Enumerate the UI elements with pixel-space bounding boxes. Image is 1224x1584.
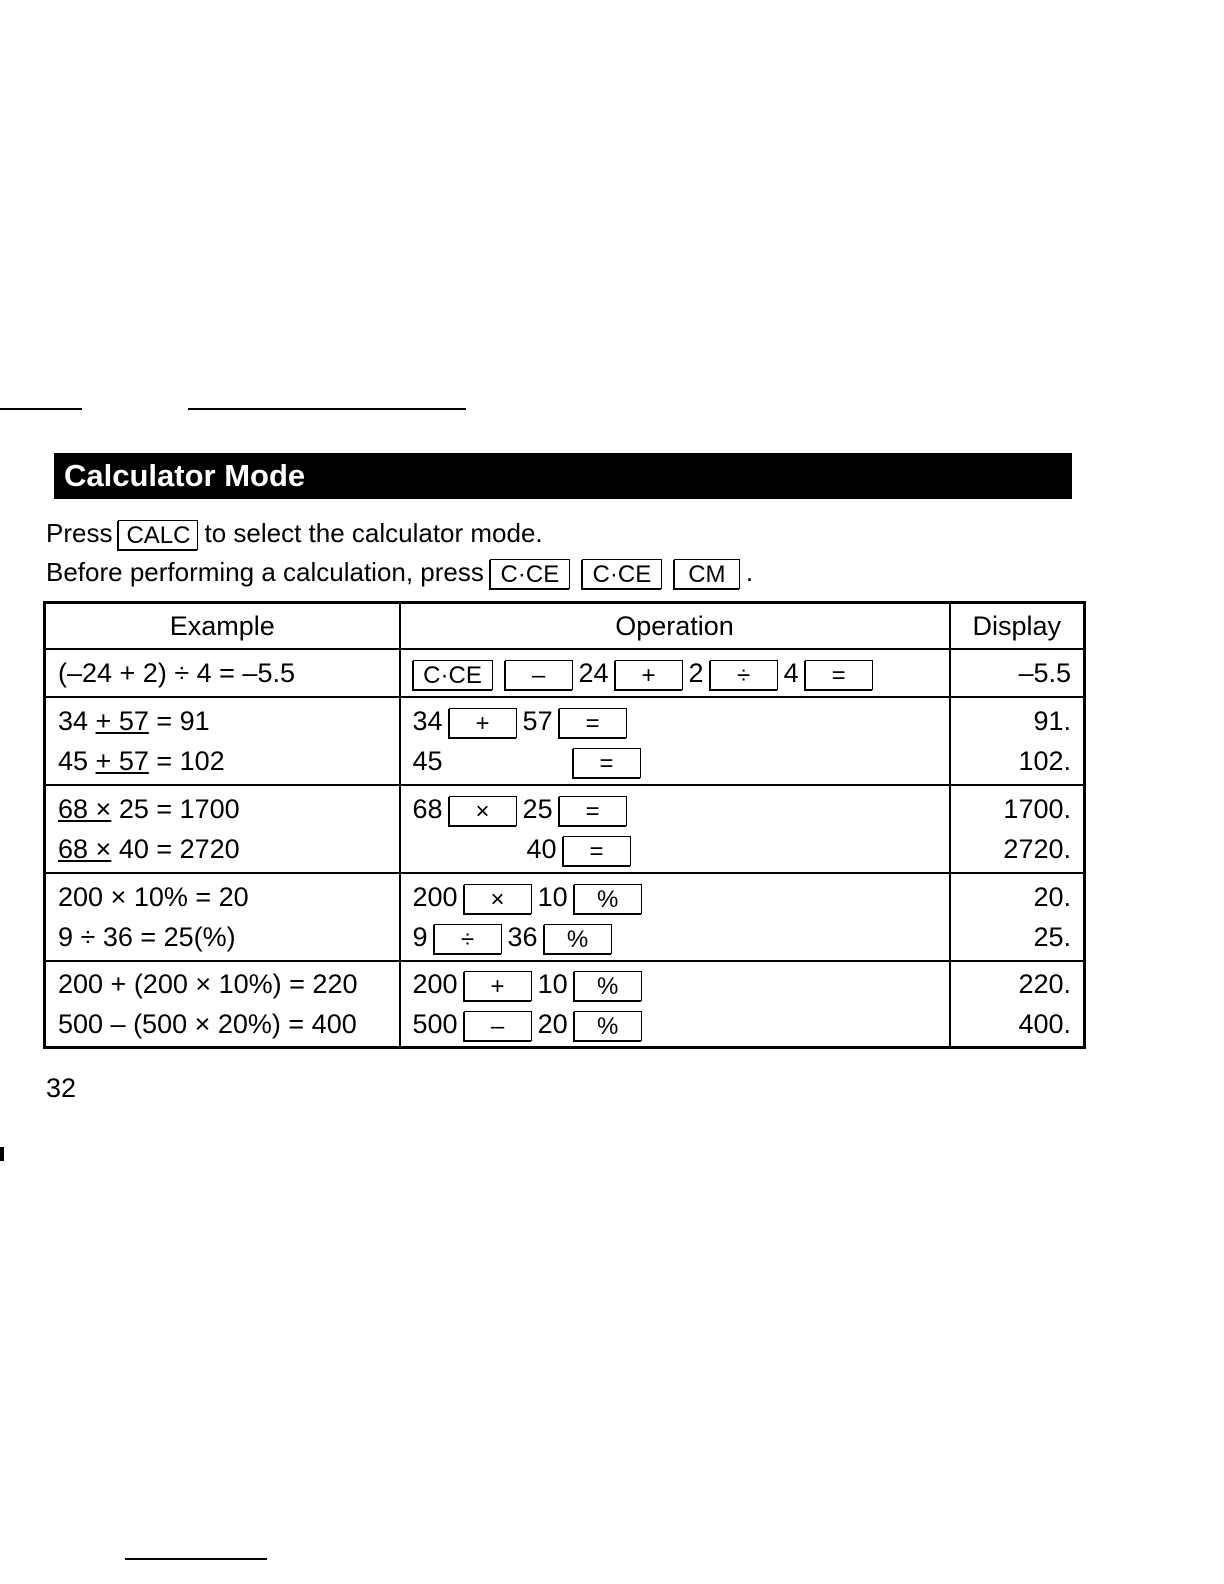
minus-key: – [464, 1011, 532, 1041]
intro-period: . [745, 557, 754, 587]
multiply-key: × [449, 796, 517, 826]
operation-line [413, 917, 937, 957]
header-display: Display [950, 603, 1085, 650]
operand: 9 [412, 922, 428, 952]
operand: 20 [537, 1008, 568, 1039]
cce-key: C·CE [413, 660, 493, 690]
top-rule-left [0, 408, 82, 410]
display-cell [950, 649, 1085, 697]
page-number: 32 [46, 1073, 77, 1103]
plus-key: + [615, 660, 683, 690]
operand: 2 [688, 658, 704, 688]
display-value: 1700. [1003, 794, 1071, 824]
operand: 25 [522, 794, 553, 824]
example-line [58, 701, 387, 741]
display-value: 220. [1018, 968, 1071, 999]
display-value: 25. [1033, 922, 1071, 952]
equals-key: = [805, 660, 873, 690]
operand: 40 [526, 834, 557, 864]
equals-key: = [559, 796, 627, 826]
example-underlined: + 57 [95, 706, 149, 736]
divide-key: ÷ [710, 660, 778, 690]
operand: 24 [578, 658, 609, 688]
display-cell [950, 697, 1085, 785]
calc-key: CALC [118, 520, 198, 550]
operation-line [413, 877, 937, 917]
percent-key: % [574, 884, 642, 914]
footer-rule [125, 1558, 267, 1560]
display-value: 400. [1018, 1008, 1071, 1039]
operand: 57 [522, 706, 553, 736]
percent-key: % [544, 924, 612, 954]
operation-cell [400, 697, 950, 785]
minus-key: – [505, 660, 573, 690]
example-text: = 102 [148, 746, 225, 776]
example-cell [45, 961, 400, 1047]
operand: 4 [783, 658, 799, 688]
example-text: 25 = 1700 [111, 794, 240, 824]
operation-line [413, 653, 937, 693]
operation-cell [400, 961, 950, 1047]
example-underlined: + 57 [95, 746, 149, 776]
operand: 10 [537, 968, 568, 999]
cm-key: CM [674, 559, 740, 589]
operation-cell [400, 873, 950, 961]
operation-line [413, 829, 937, 869]
operation-cell [400, 649, 950, 697]
operation-line [413, 741, 937, 781]
operand: 10 [537, 882, 568, 912]
plus-key: + [464, 971, 532, 1001]
example-text: 45 [58, 746, 96, 776]
header-example: Example [45, 603, 400, 650]
display-cell [950, 873, 1085, 961]
display-value: 20. [1033, 882, 1071, 912]
equals-key: = [573, 748, 641, 778]
multiply-key: × [464, 884, 532, 914]
equals-key: = [563, 836, 631, 866]
header-operation: Operation [400, 603, 950, 650]
top-rule-right [188, 408, 466, 410]
plus-key: + [449, 708, 517, 738]
display-cell [950, 785, 1085, 873]
example-underlined: 68 × [58, 794, 112, 824]
intro-select-text: to select the calculator mode. [204, 518, 543, 548]
operation-line [413, 1004, 937, 1044]
cce-key-1: C·CE [490, 559, 570, 589]
table-row [45, 961, 1085, 1047]
example-cell [45, 649, 400, 697]
example-line: 200 + (200 × 10%) = 220 [58, 968, 358, 999]
operand: 45 [412, 746, 443, 776]
calculation-table [43, 601, 1086, 1049]
example-cell [45, 785, 400, 873]
display-cell [950, 961, 1085, 1047]
intro-line-2 [46, 555, 753, 589]
operation-line [413, 789, 937, 829]
cce-key-2: C·CE [582, 559, 662, 589]
operation-line [413, 964, 937, 1004]
example-underlined: 68 × [58, 834, 112, 864]
divide-key: ÷ [434, 924, 502, 954]
intro-press-text: Press [46, 518, 113, 548]
table-header-row [45, 603, 1085, 650]
operand: 68 [412, 794, 443, 824]
table-row [45, 697, 1085, 785]
operand: 200 [412, 882, 458, 912]
operation-line [413, 701, 937, 741]
operand: 200 [412, 968, 458, 999]
intro-line-1 [46, 516, 543, 550]
display-value: 102. [1018, 746, 1071, 776]
intro-before-text: Before performing a calculation, press [46, 557, 484, 587]
table-row [45, 649, 1085, 697]
margin-mark [0, 1147, 4, 1161]
display-value: 2720. [1003, 834, 1071, 864]
example-line [58, 741, 387, 781]
operand: 34 [412, 706, 443, 736]
example-line: 500 – (500 × 20%) = 400 [58, 1008, 357, 1039]
example-cell [45, 697, 400, 785]
example-text: 34 [58, 706, 96, 736]
percent-key: % [574, 971, 642, 1001]
operation-cell [400, 785, 950, 873]
example-text: = 91 [148, 706, 210, 736]
example-text: 40 = 2720 [111, 834, 240, 864]
display-value: –5.5 [1018, 658, 1071, 688]
table-row [45, 873, 1085, 961]
section-title: Calculator Mode [54, 453, 1072, 499]
example-cell [45, 873, 400, 961]
operand: 36 [507, 922, 538, 952]
example-line [58, 789, 387, 829]
equals-key: = [559, 708, 627, 738]
display-value: 91. [1033, 706, 1071, 736]
example-line: (–24 + 2) ÷ 4 = –5.5 [58, 658, 295, 688]
table-row [45, 785, 1085, 873]
example-line [58, 829, 387, 869]
percent-key: % [574, 1011, 642, 1041]
operand: 500 [412, 1008, 458, 1039]
example-line: 9 ÷ 36 = 25(%) [58, 922, 236, 952]
example-line: 200 × 10% = 20 [58, 882, 249, 912]
